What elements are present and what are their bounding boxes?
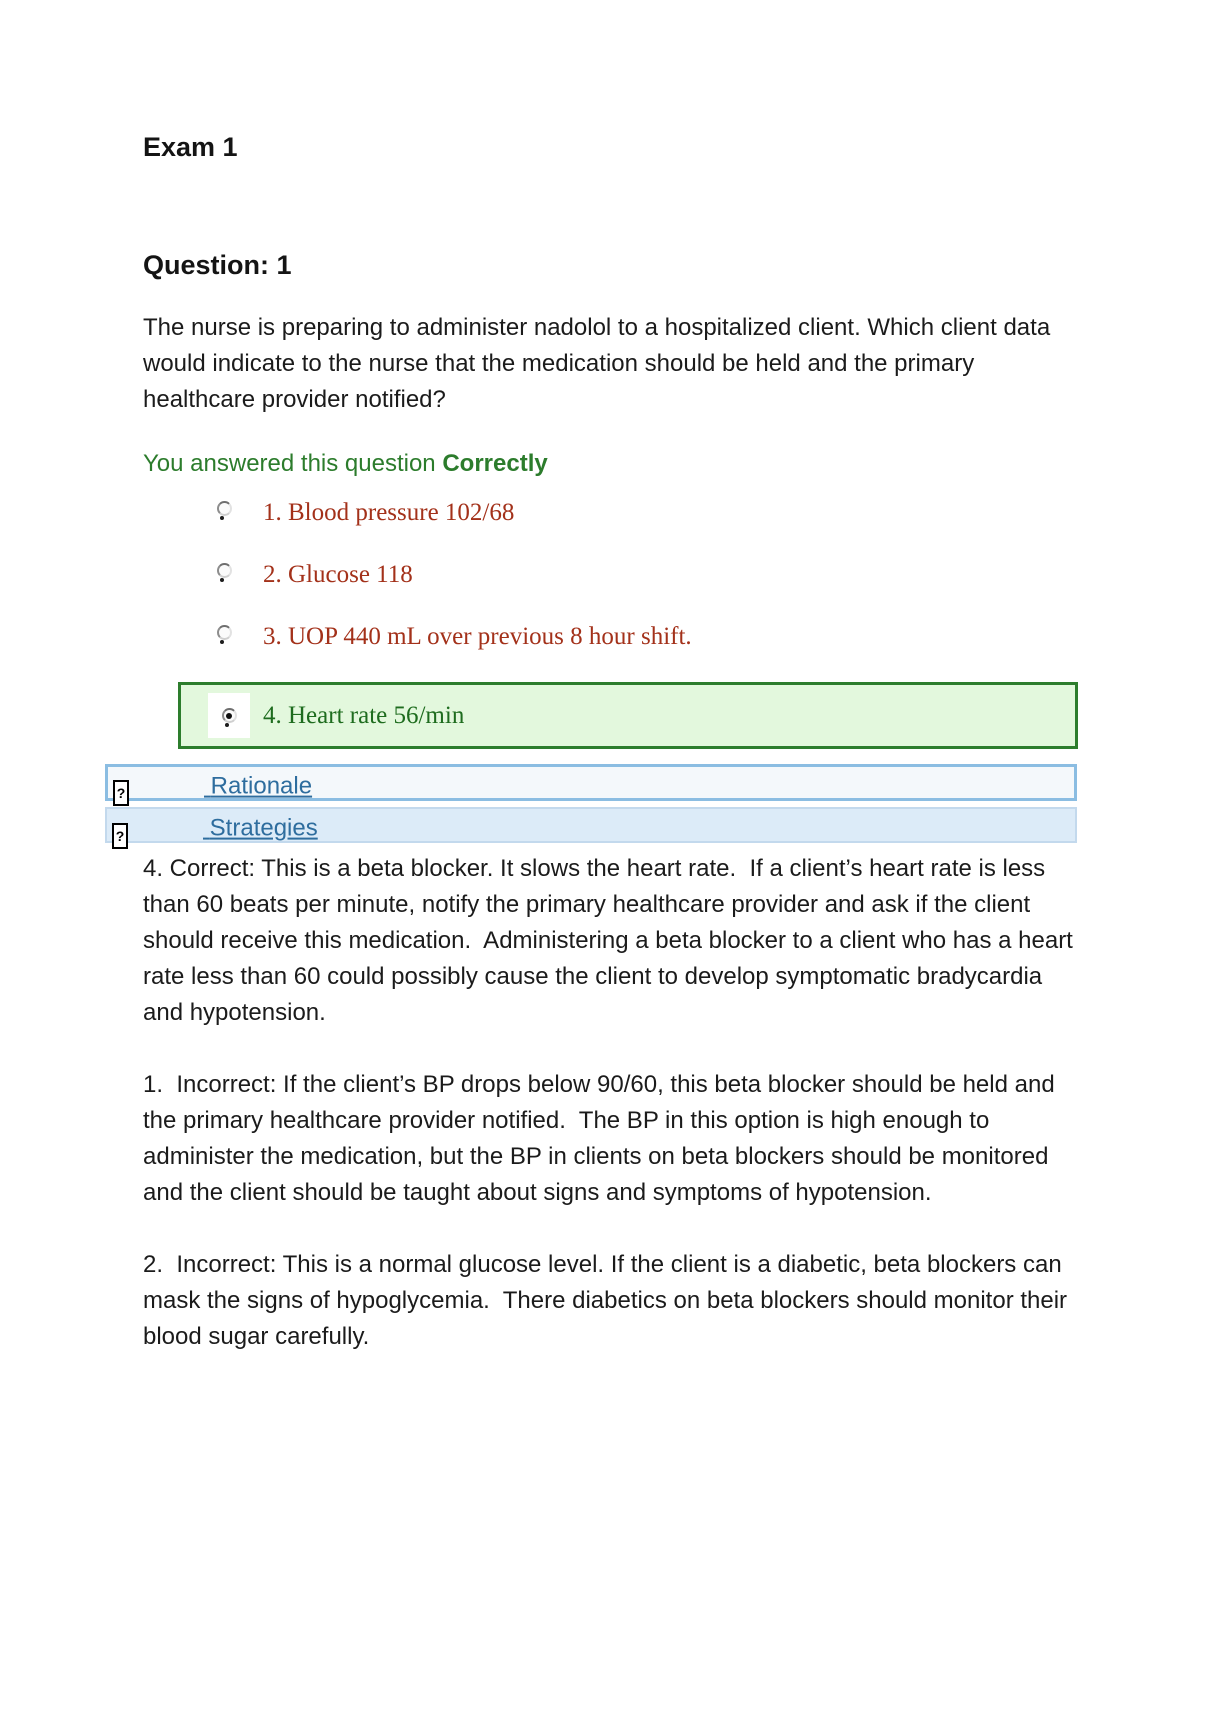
answer-option-label[interactable]: 4. Heart rate 56/min <box>263 701 465 729</box>
strategies-bar <box>105 807 1077 843</box>
radio-button-icon[interactable] <box>217 501 232 516</box>
radio-button-icon[interactable] <box>217 563 232 578</box>
answer-feedback-result: Correctly <box>442 450 548 477</box>
radio-button-selected-icon[interactable] <box>222 708 237 723</box>
answer-option-1[interactable] <box>217 496 1224 532</box>
rationale-paragraph-correct: 4. Correct: This is a beta blocker. It slows the heart rate. If a client’s heart rate is less than 60 beats per minute, notify the primary healthcare provider and ask if the client should receive this medication. Administering a beta blocker to a client who has a heart rate less than 60 could possibly cause the client to develop symptomatic bradycardia and hypotension. <box>143 855 1080 1026</box>
exam-review-page <box>0 132 1224 1716</box>
answer-options-list <box>0 496 1224 749</box>
rationale-paragraph-option1: 1. Incorrect: If the client’s BP drops below 90/60, this beta blocker should be held and the primary healthcare provider notified. The BP in this option is high enough to administer the medication, but the BP in clients on beta blockers should be monitored and the client should be taught about signs and symptoms of hypotension. <box>143 1071 1062 1206</box>
answer-feedback-prefix: You answered this question <box>143 450 436 477</box>
rationale-link[interactable] <box>204 771 312 801</box>
answer-option-4-correct-highlight[interactable] <box>178 682 1078 749</box>
answer-option-label[interactable]: 3. UOP 440 mL over previous 8 hour shift. <box>263 623 692 650</box>
broken-image-icon: ? <box>113 780 129 806</box>
answer-option-label[interactable]: 1. Blood pressure 102/68 <box>263 499 515 526</box>
answer-option-3[interactable] <box>217 620 1224 656</box>
answer-option-label[interactable]: 2. Glucose 118 <box>263 561 413 588</box>
strategies-link-label[interactable]: Strategies <box>209 814 318 842</box>
rationale-paragraph-option2: 2. Incorrect: This is a normal glucose level. If the client is a diabetic, beta blockers can mask the signs of hypoglycemia. There diabetics on beta blockers should monitor their blood sugar carefully. <box>143 1251 1074 1350</box>
rationale-link-label[interactable]: Rationale <box>210 772 313 800</box>
exam-title: Exam 1 <box>143 132 238 162</box>
question-text: The nurse is preparing to administer nadolol to a hospitalized client. Which client data would indicate to the nurse that the medication should be held and the primary healthcare provider notified? <box>143 314 1057 413</box>
radio-image-patch <box>208 693 250 738</box>
radio-button-icon[interactable] <box>217 625 232 640</box>
answer-option-2[interactable] <box>217 558 1224 594</box>
question-number-heading: Question: 1 <box>143 250 292 280</box>
strategies-link[interactable] <box>203 814 318 844</box>
rationale-bar <box>105 764 1077 801</box>
answer-feedback-line <box>143 446 1224 482</box>
broken-image-icon: ? <box>112 823 128 849</box>
